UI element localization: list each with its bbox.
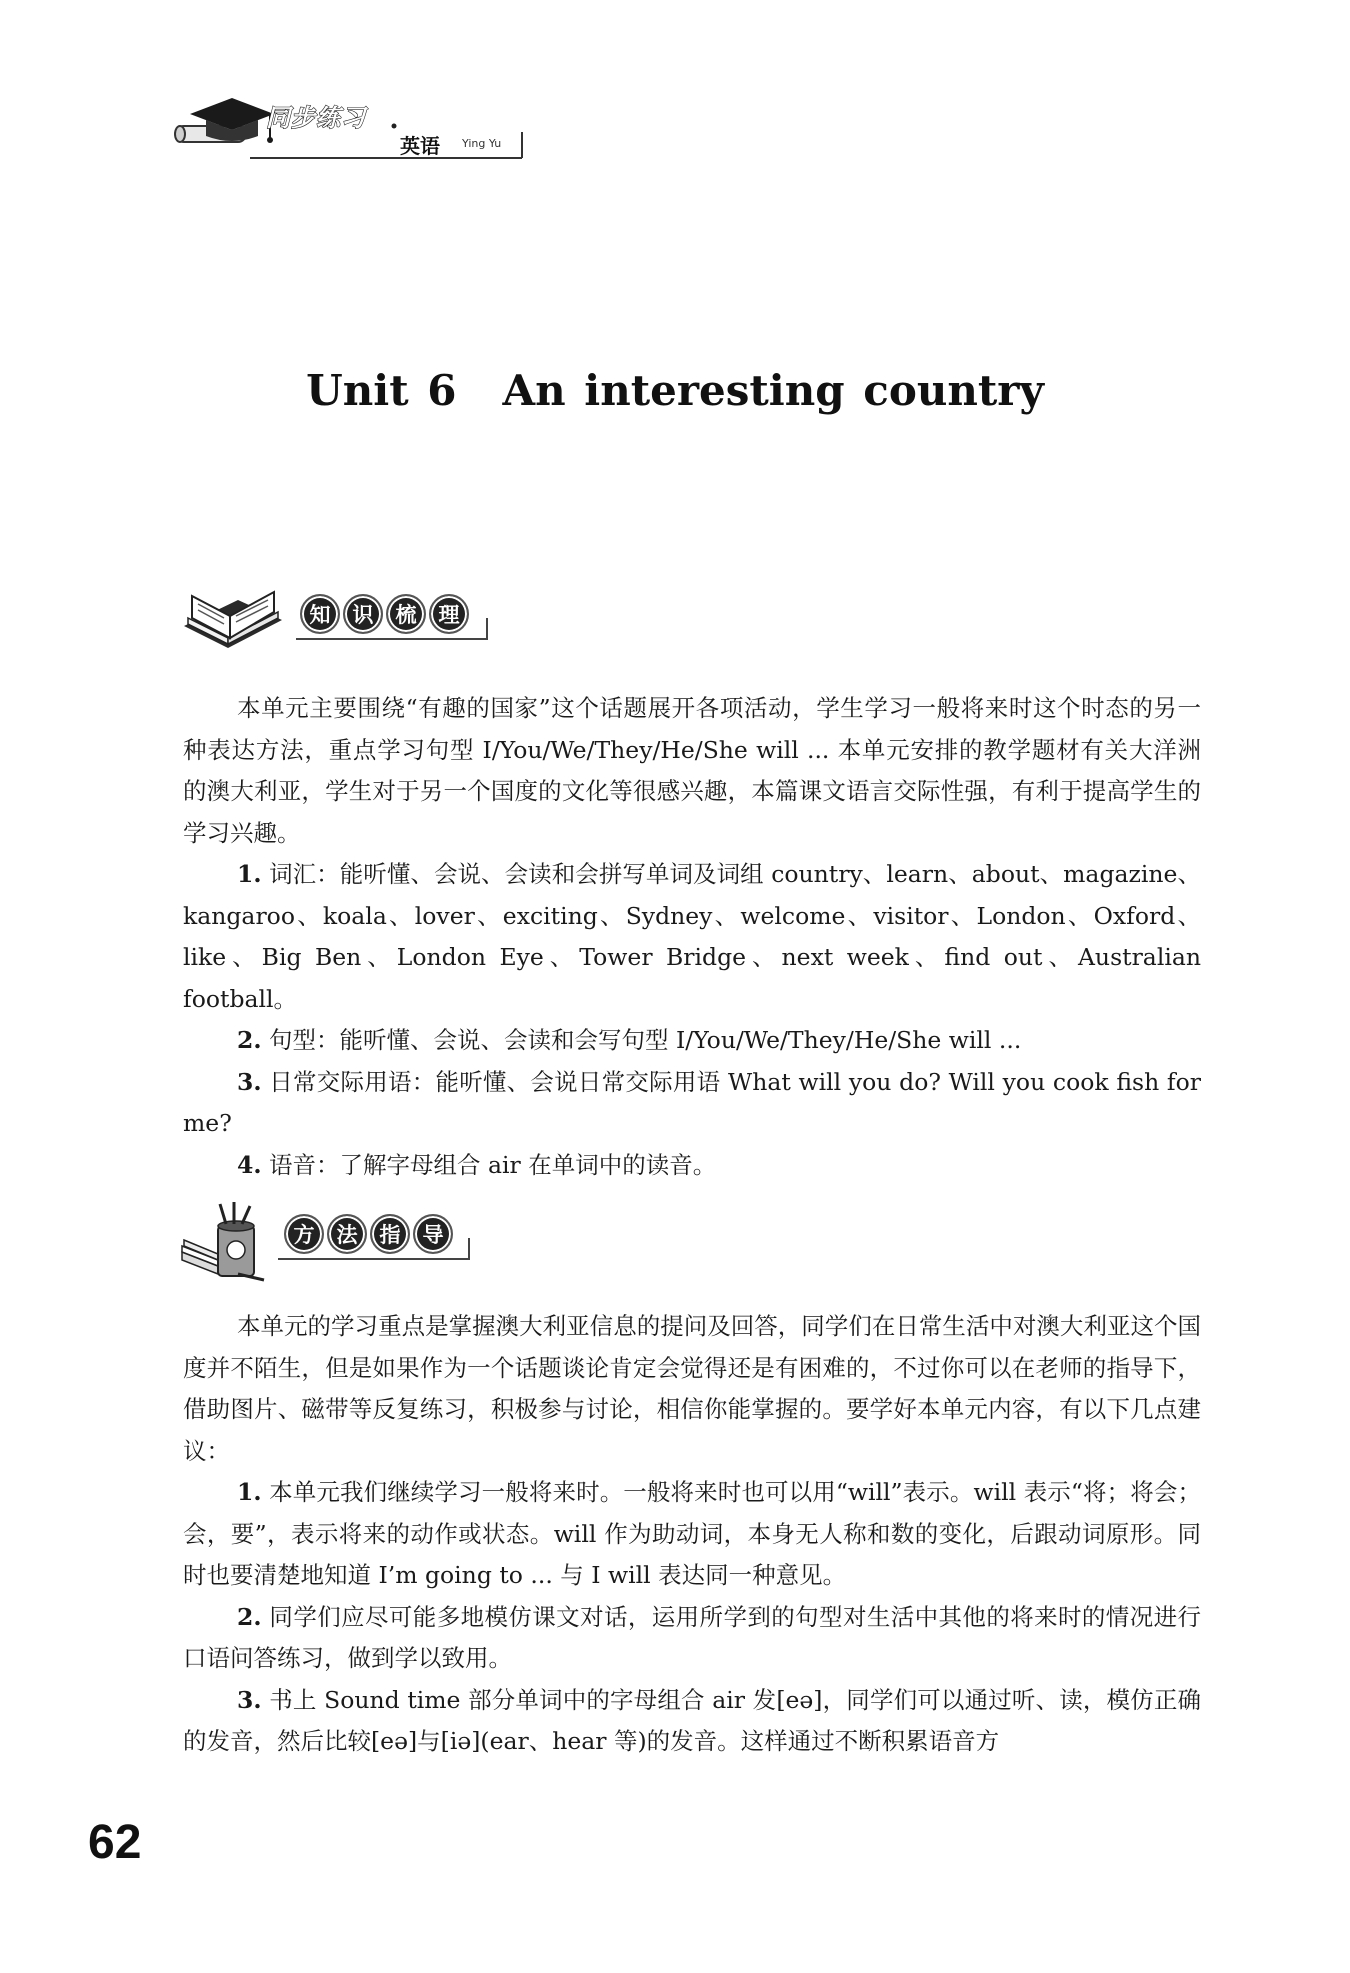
- heading-char: 识: [343, 594, 383, 634]
- open-book-icon: [178, 580, 298, 664]
- heading-char: 法: [327, 1214, 367, 1254]
- heading-char: 理: [429, 594, 469, 634]
- item-text: 语音：了解字母组合 air 在单词中的读音。: [269, 1150, 717, 1179]
- item-text: 词汇：能听懂、会说、会读和会拼写单词及词组 country、learn、about、magazine、kangaroo、koala、lover、exciting、Sydney、welcome、visitor、London、Oxford、like、Big Ben、London Eye、Tower Bridge、next week、find out、Australian football。: [183, 860, 1201, 1013]
- heading-char: 指: [370, 1214, 410, 1254]
- list-item: [183, 1145, 1201, 1187]
- item-text: 书上 Sound time 部分单词中的字母组合 air 发[eə]，同学们可以通过听、读，模仿正确的发音，然后比较[eə]与[iə](ear、hear 等)的发音。这样通过不断积累语音方: [183, 1685, 1201, 1755]
- unit-title: [0, 366, 1350, 415]
- item-text: 句型：能听懂、会说、会读和会写句型 I/You/We/They/He/She will ...: [269, 1026, 1022, 1054]
- section-heading-method: [178, 1200, 508, 1284]
- heading-rule: [296, 638, 488, 640]
- heading-char: 方: [284, 1214, 324, 1254]
- page-number: 62: [88, 1816, 142, 1869]
- item-number: 1.: [237, 1478, 262, 1506]
- unit-name: An interesting country: [502, 366, 1044, 415]
- section-intro: 本单元主要围绕“有趣的国家”这个话题展开各项活动，学生学习一般将来时这个时态的另一种表达方法，重点学习句型 I/You/We/They/He/She will ... 本单元安排的教学题材有关大洋洲的澳大利亚，学生对于另一个国度的文化等很感兴趣，本篇课文语言交际性强，有利于提高学生的学习兴趣。: [183, 694, 1201, 847]
- heading-char: 知: [300, 594, 340, 634]
- section-heading-title: [300, 594, 469, 634]
- series-title: 同步练习: [266, 104, 366, 132]
- heading-char: 导: [413, 1214, 453, 1254]
- list-item: [183, 1472, 1201, 1597]
- list-item: [183, 1680, 1201, 1763]
- list-item: [183, 1062, 1201, 1145]
- list-item: [183, 854, 1201, 1020]
- list-item: [183, 1020, 1201, 1062]
- section-heading-title: [284, 1214, 453, 1254]
- heading-rule: [278, 1258, 470, 1260]
- item-number: 2.: [237, 1026, 262, 1054]
- section-knowledge-body: [183, 688, 1201, 1186]
- item-text: 同学们应尽可能多地模仿课文对话，运用所学到的句型对生活中其他的将来时的情况进行口语问答练习，做到学以致用。: [183, 1602, 1201, 1672]
- item-number: 4.: [237, 1150, 262, 1179]
- subject-pinyin: Ying Yu: [462, 137, 502, 150]
- section-heading-knowledge: [178, 580, 508, 664]
- item-number: 1.: [237, 860, 262, 888]
- heading-rule-end: [486, 618, 488, 640]
- heading-char: 梳: [386, 594, 426, 634]
- subject-label: 英语: [400, 134, 440, 158]
- heading-rule-end: [468, 1238, 470, 1260]
- item-number: 3.: [237, 1685, 262, 1714]
- item-text: 本单元我们继续学习一般将来时。一般将来时也可以用“will”表示。will 表示“将；将会；会，要”，表示将来的动作或状态。will 作为助动词，本身无人称和数的变化，后跟动词原形。同时也要清楚地知道 I’m going to ... 与 I will 表达同一种意见。: [183, 1478, 1201, 1589]
- item-number: 3.: [237, 1067, 262, 1096]
- pen-holder-icon: [178, 1200, 278, 1284]
- book-header: [170, 92, 530, 164]
- item-number: 2.: [237, 1602, 262, 1631]
- section-method-body: [183, 1306, 1201, 1763]
- section-intro: 本单元的学习重点是掌握澳大利亚信息的提问及回答，同学们在日常生活中对澳大利亚这个国度并不陌生，但是如果作为一个话题谈论肯定会觉得还是有困难的，不过你可以在老师的指导下，借助图片、磁带等反复练习，积极参与讨论，相信你能掌握的。要学好本单元内容，有以下几点建议：: [183, 1312, 1201, 1465]
- list-item: [183, 1597, 1201, 1680]
- item-text: 日常交际用语：能听懂、会说日常交际用语 What will you do? Will you cook fish for me?: [183, 1067, 1201, 1137]
- unit-number: Unit 6: [306, 366, 457, 415]
